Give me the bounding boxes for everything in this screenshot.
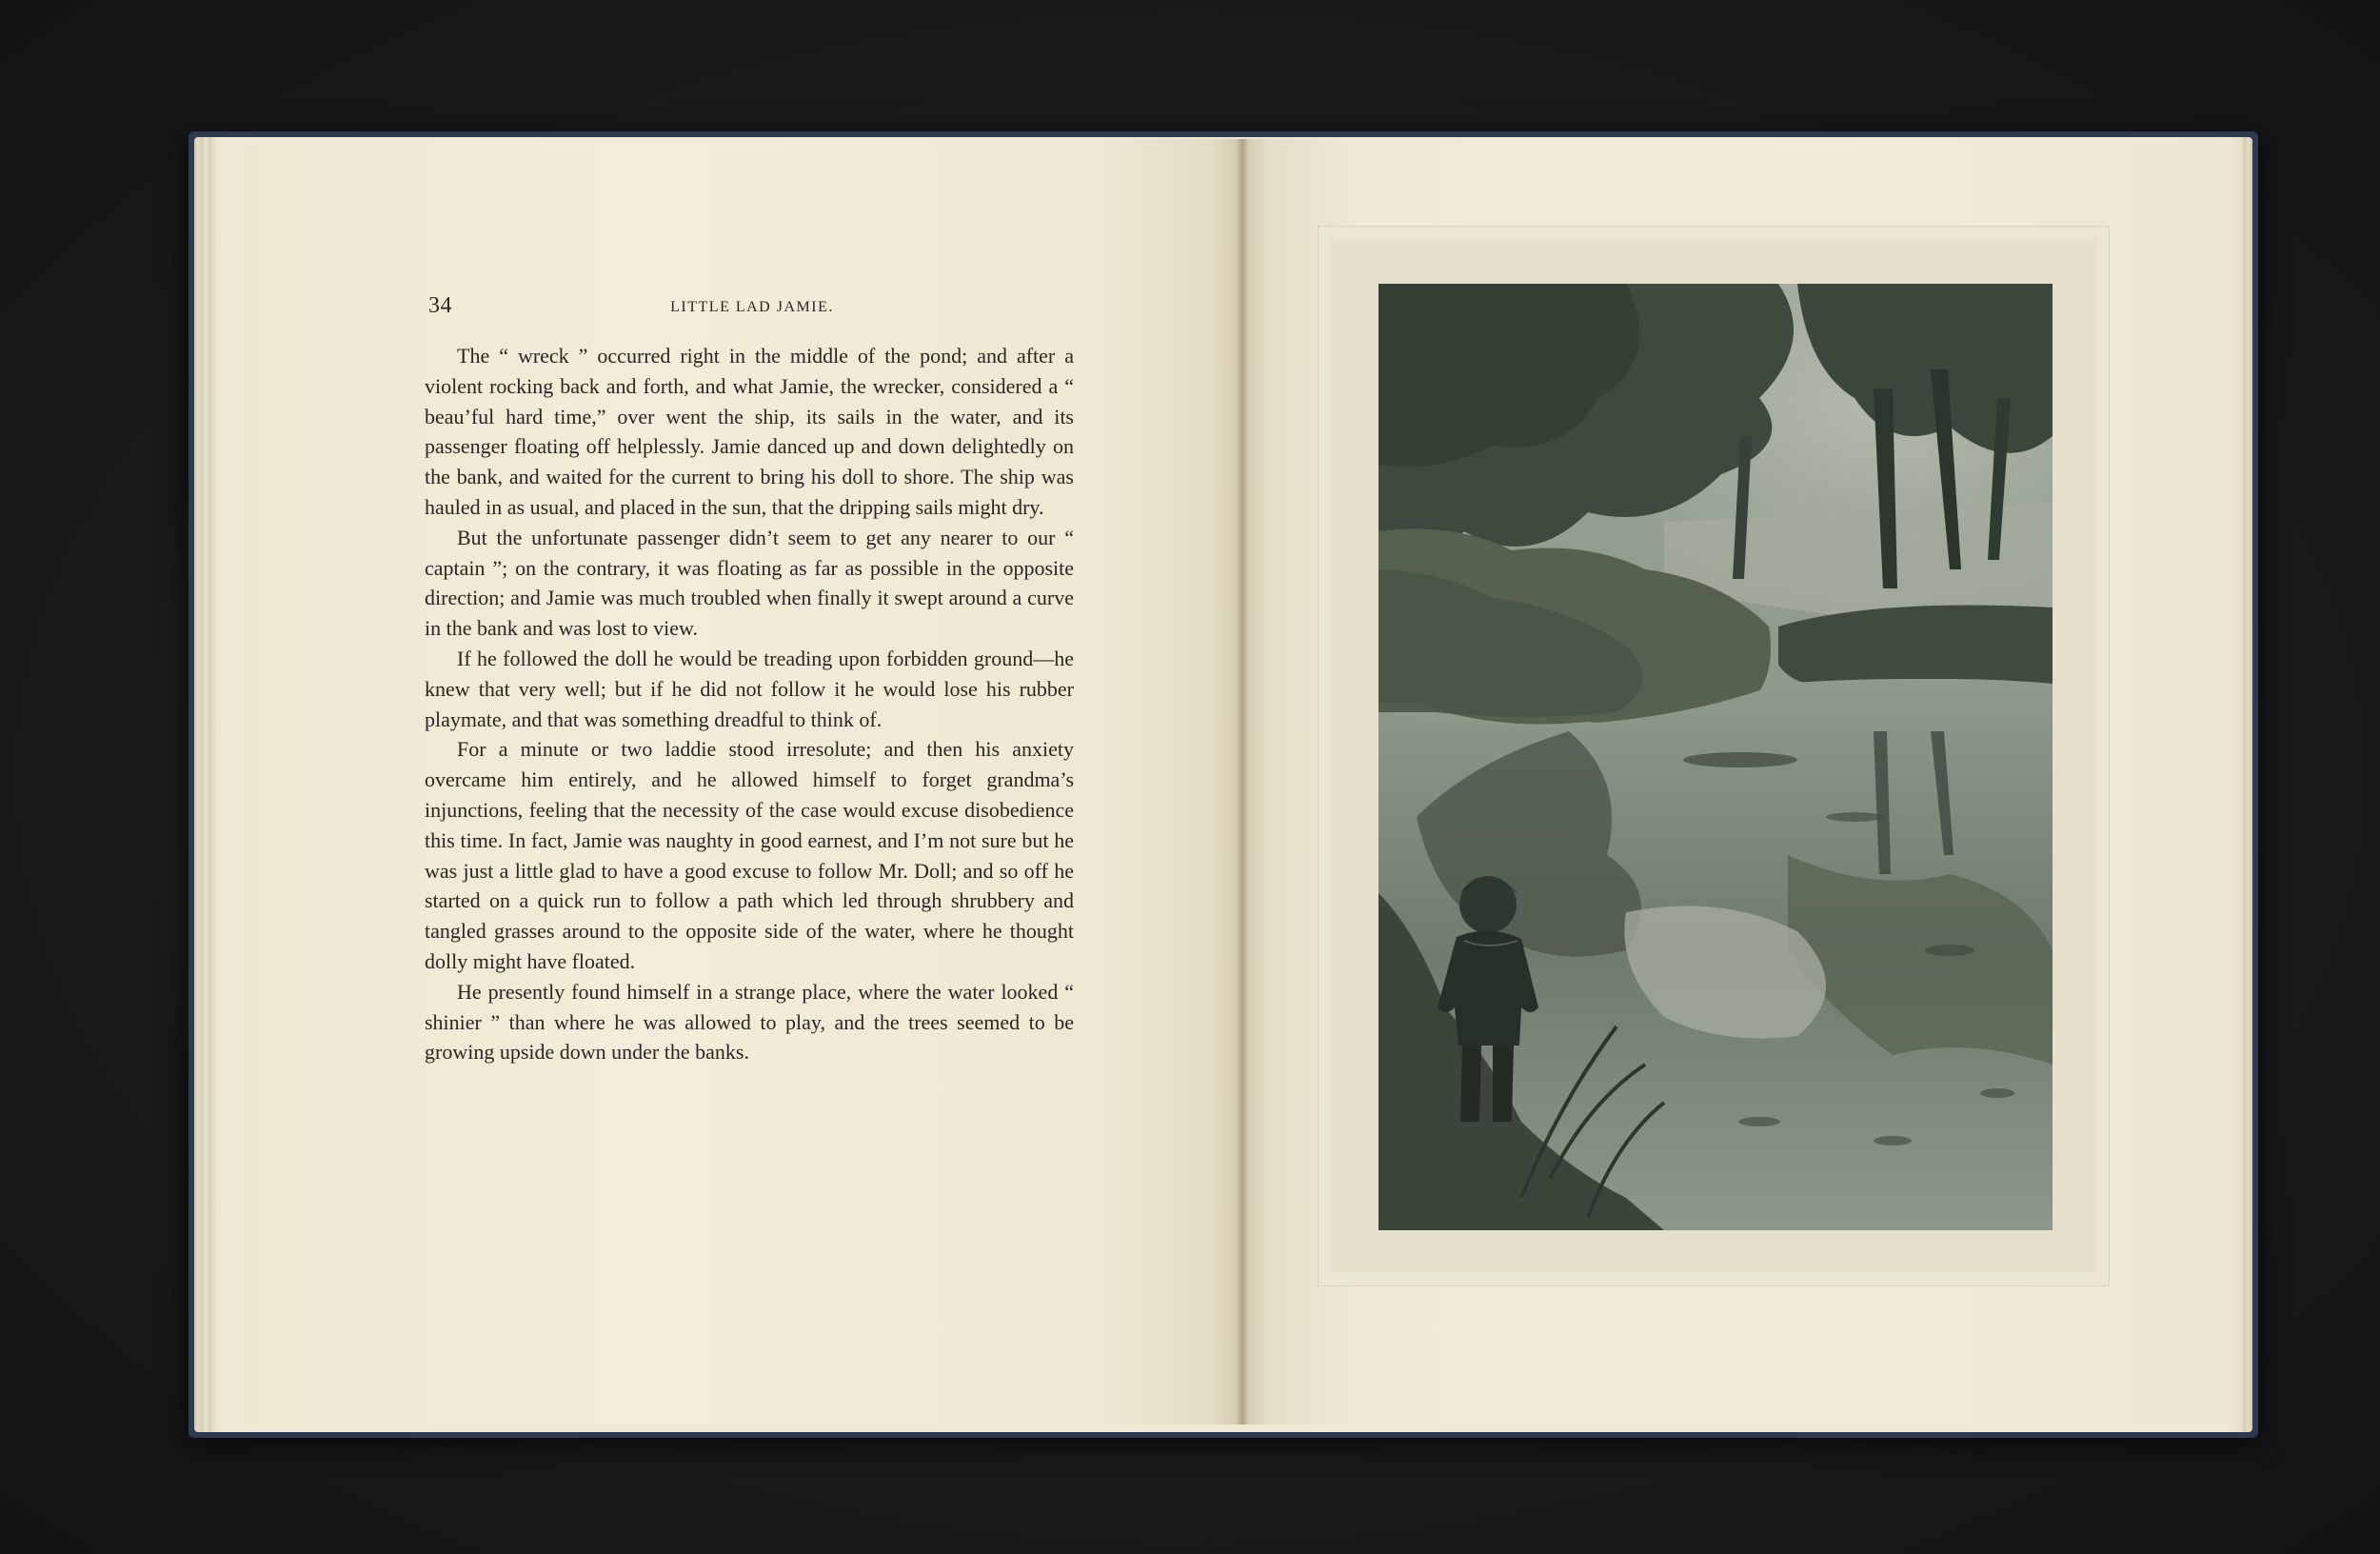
page-number: 34 — [428, 293, 452, 318]
paragraph-1: The “ wreck ” occurred right in the middle of the pond; and after a violent rocking back and forth, and what Jamie, the wrecker, considered a “ beau’ful hard time,” over went the ship, its sails in the water, and its passenger floating off helplessly. Jamie danced up and down delightedly on the bank, and waited for the current to bring his doll to shore. The ship was hauled in as usual, and placed in the sun, that the dripping sails might dry. — [425, 344, 1074, 519]
photograph-child-by-pond — [1378, 284, 2053, 1230]
paragraph-3: If he followed the doll he would be treading upon forbidden ground—he knew that very well; but if he did not follow it he would lose his rubber playmate, and that was something dreadful to think of. — [425, 646, 1074, 731]
paragraph-2: But the unfortunate passenger didn’t seem to get any nearer to our “ captain ”; on the contrary, it was floating as far as possible in the opposite direction; and Jamie was much troubled when finally it swept around a curve in the bank and was lost to view. — [425, 525, 1074, 641]
body-text — [425, 341, 1074, 1067]
book-gutter — [1236, 139, 1249, 1424]
paragraph-4: For a minute or two laddie stood irresolute; and then his anxiety overcame him entirely, and he allowed himself to forget grandma’s injunctions, feeling that the necessity of the case would excuse disobedience this time. In fact, Jamie was naughty in good earnest, and I’m not sure but he was just a little glad to have a good excuse to follow Mr. Doll; and so off he started on a quick run to follow a path which led through shrubbery and tangled grasses around to the opposite side of the water, where he thought dolly might have floated. — [425, 737, 1074, 973]
paragraph-5: He presently found himself in a strange place, where the water looked “ shinier ” than where he was allowed to play, and the trees seemed to be growing upside down under the banks. — [425, 979, 1074, 1065]
running-head: LITTLE LAD JAMIE. — [670, 299, 834, 315]
photo-illustration — [1378, 284, 2053, 1230]
